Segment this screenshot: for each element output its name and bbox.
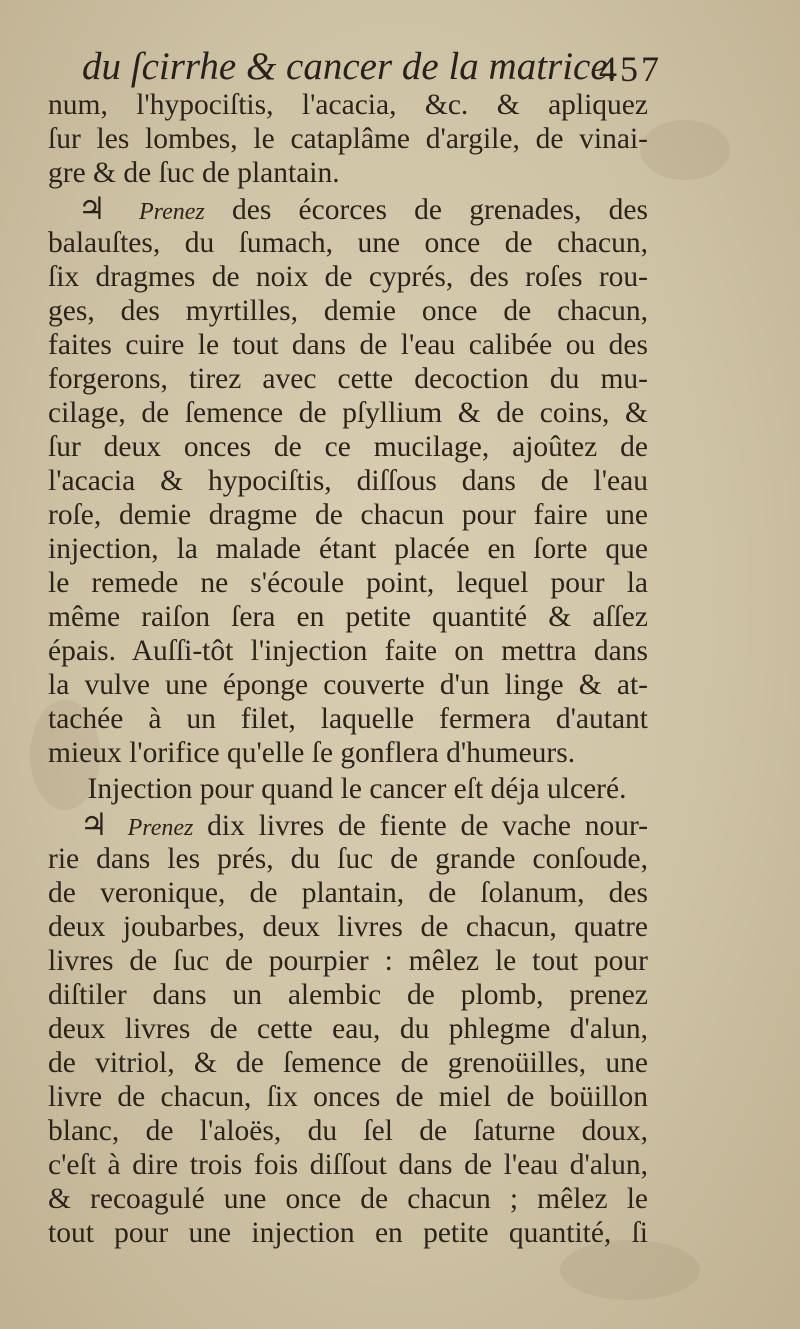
page-number: 457: [599, 49, 662, 89]
text-line: roſe, demie dragme de chacun pour faire une: [48, 499, 648, 531]
text-line: livres de ſuc de pourpier : mêlez le tout pour: [48, 945, 648, 977]
text-line: tachée à un filet, laquelle fermera d'autant: [48, 703, 648, 735]
text-line: même raiſon ſera en petite quantité & aſſez: [48, 601, 648, 633]
text-line: injection, la malade étant placée en ſorte que: [48, 533, 648, 565]
text-line: la vulve une éponge couverte d'un linge & at-: [48, 669, 648, 701]
recipe-symbol: ♃: [78, 191, 106, 226]
text-line: ges, des myrtilles, demie once de chacun,: [48, 295, 648, 327]
recipe-symbol: ♃: [80, 807, 108, 842]
text-line: tout pour une injection en petite quantité, ſi: [48, 1217, 648, 1249]
text-line: balauſtes, du ſumach, une once de chacun,: [48, 227, 648, 259]
text-line: de veronique, de plantain, de ſolanum, des: [48, 877, 648, 909]
text-line: blanc, de l'aloës, du ſel de ſaturne doux,: [48, 1115, 648, 1147]
text-line: c'eſt à dire trois fois diſſout dans de l'eau d'alun,: [48, 1149, 648, 1181]
text-line: diſtiler dans un alembic de plomb, prenez: [48, 979, 648, 1011]
text-line: gre & de ſuc de plantain.: [48, 157, 340, 189]
prenez-label: Prenez: [127, 815, 194, 841]
section-heading: Injection pour quand le cancer eſt déja ulceré.: [87, 773, 627, 805]
text-line: ſur deux onces de ce mucilage, ajoûtez de: [48, 431, 648, 463]
text-line: l'acacia & hypociſtis, diſſous dans de l'eau: [48, 465, 648, 497]
text-line: cilage, de ſemence de pſyllium & de coins, &: [48, 397, 648, 429]
recipe-line: [78, 192, 648, 226]
text-line: ſix dragmes de noix de cyprés, des roſes rou-: [48, 261, 648, 293]
text-line: faites cuire le tout dans de l'eau calibée ou des: [48, 329, 648, 361]
page-header: [82, 44, 662, 94]
text-line: deux livres de cette eau, du phlegme d'alun,: [48, 1013, 648, 1045]
text-line: de vitriol, & de ſemence de grenoüilles, une: [48, 1047, 648, 1079]
text-line: ſur les lombes, le cataplâme d'argile, de vinai-: [48, 123, 648, 155]
text-line: dix livres de fiente de vache nour-: [207, 810, 649, 842]
text-line: des écorces de grenades, des: [232, 194, 648, 226]
text-line: le remede ne s'écoule point, lequel pour la: [48, 567, 648, 599]
text-line: deux joubarbes, deux livres de chacun, quatre: [48, 911, 648, 943]
text-line: & recoagulé une once de chacun ; mêlez le: [48, 1183, 648, 1215]
running-head: du ſcirrhe & cancer de la matrice.: [82, 45, 618, 88]
text-line: num, l'hypociſtis, l'acacia, &c. & apliquez: [48, 89, 648, 121]
prenez-label: Prenez: [139, 199, 205, 225]
text-line: rie dans les prés, du ſuc de grande conſoude,: [48, 843, 648, 875]
text-line: forgerons, tirez avec cette decoction du mu-: [48, 363, 648, 395]
recipe-line: [80, 808, 648, 842]
text-line: livre de chacun, ſix onces de miel de boüillon: [48, 1081, 648, 1113]
text-line: mieux l'orifice qu'elle ſe gonflera d'humeurs.: [48, 737, 576, 769]
text-line: épais. Auſſi-tôt l'injection faite on mettra dans: [48, 635, 648, 667]
paper-stain: [640, 120, 730, 180]
